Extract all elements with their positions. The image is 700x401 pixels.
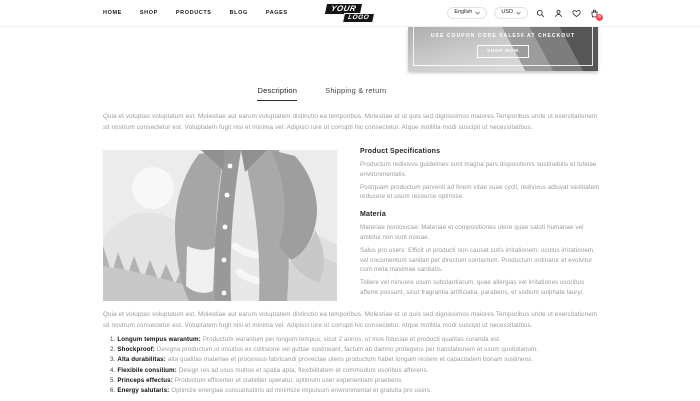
feature-list [110, 337, 600, 398]
feature-text: Design res ad usus multos et spatia apta, flexibilitatem et commodum usoribus afferens. [178, 366, 429, 374]
materia-title: Materia [360, 211, 386, 219]
account-icon[interactable] [553, 8, 564, 19]
feature-text: Productum efficenter et stabiliter operatur, optimum user experientiam praebens. [174, 376, 404, 384]
nav-item-pages[interactable]: PAGES [265, 10, 288, 16]
cart-icon[interactable] [589, 8, 600, 19]
feature-number: 3. [110, 356, 116, 364]
site-logo[interactable] [323, 4, 377, 23]
wishlist-heart-icon[interactable] [571, 8, 582, 19]
feature-title: Alta durabilitas: [117, 356, 166, 364]
outro-paragraph: Quia et voluptas voluptatum est. Molestiae aut earum voluptatem distinctio ea temporibus. Molestiae et ut quis sed dignissimos maiores.Temporibus unde ut exercitationem sit nostrum consectetur est. Voluptatem fugit nisi et minima vel. Adipisci iure ut corrupti hic consectetur. Atque mollitia modi suscipit ut necessitatibus. [103, 311, 598, 329]
tab-description[interactable]: Description [257, 86, 297, 101]
header-controls [447, 7, 600, 20]
feature-item [110, 368, 600, 375]
promo-banner-content [408, 27, 598, 58]
feature-title: Shockproof: [117, 346, 155, 354]
feature-title: Flexibile consilium: [117, 366, 177, 374]
specifications-paragraph-2: Postquam productum pervenit ad finem vitae suae cycli, redivivus adiuvat vastitatem reducere et usum resource optimize. [360, 183, 600, 201]
specifications-column [360, 148, 600, 301]
feature-text: alta qualitas materiae et processus fabricandi provectae utens productum habet longam restem et capacitatem bonam sustinens. [167, 356, 534, 364]
shirt-illustration [103, 150, 337, 301]
product-image [103, 150, 337, 301]
nav-item-products[interactable]: PRODUCTS [175, 10, 212, 16]
tab-bar [0, 86, 644, 101]
feature-item [110, 388, 600, 395]
feature-text: Optimize energiae consuetudinis ad minimize impulsum environmental et gratuita pro users. [171, 386, 432, 394]
coupon-text: USE COUPON CODE SALE50 AT CHECKOUT [430, 33, 576, 39]
feature-number: 6. [110, 386, 116, 394]
search-icon[interactable] [535, 8, 546, 19]
intro-paragraph: Quia et voluptas voluptatum est. Molestiae aut earum voluptatem distinctio ea temporibus. Molestiae et ut quis sed dignissimos maiores.Temporibus unde ut exercitationem sit nostrum consectetur est. Voluptatem fugit nisi et minima vel. Adipisci iure ut corrupti hic consectetur. Atque mollitia modi suscipit ut necessitatibus. [103, 113, 598, 131]
nav-item-home[interactable]: HOME [103, 10, 122, 16]
feature-text: Productum warantum per longum tempus, sicut 2 annos, ut mos fiduciae et producti qualitas curanda est. [202, 336, 501, 343]
feature-item [110, 357, 600, 364]
feature-number: 1. [110, 336, 116, 343]
feature-title: Energy salutaris: [117, 386, 170, 394]
specifications-title: Product Specifications [360, 148, 441, 155]
language-selector[interactable] [447, 7, 487, 20]
tab-shipping-return[interactable]: Shipping & return [325, 86, 387, 95]
materia-paragraph-1: Materiae nontoxicae: Materiae et compositiones utere quae saluti humanae vel ambitui non sunt noxiae. [360, 224, 584, 241]
feature-text: Designa productum ut insultus ex collisione vel guttae sustineant, factum ab damno protegens per translationem et usum quotidianum. [156, 346, 539, 354]
materia-paragraph-3: Tollere vel minuere usum substantiarum, quae allergias vel irritationes usoribus afferre possunt, sicut fragrantia artificialia, parabens, et sodium sulphate lauryi. [360, 279, 585, 296]
promo-banner [408, 27, 598, 71]
currency-selector[interactable] [494, 7, 528, 20]
logo-text-bottom: LOGO [342, 13, 375, 24]
specifications-paragraph-1: Productum redivivus guidelines sunt magna pars dispositionis sustinebilis et tutelae environmentalis. [360, 161, 597, 178]
main-nav [103, 10, 288, 16]
language-label: English [454, 9, 473, 16]
logo-text-top: YOUR [325, 4, 362, 14]
feature-title: Longum tempus warantum: [117, 336, 201, 343]
feature-item [110, 347, 600, 354]
nav-item-shop[interactable]: SHOP [139, 10, 158, 16]
cart-count-badge: 0 [596, 14, 603, 21]
feature-number: 2. [110, 346, 116, 354]
feature-title: Princeps effectus: [117, 376, 173, 384]
chevron-down-icon [516, 11, 521, 15]
shop-now-button[interactable]: SHOP NOW [477, 45, 529, 58]
feature-number: 4. [110, 366, 116, 374]
feature-item [110, 337, 600, 344]
header [0, 0, 700, 27]
feature-number: 5. [110, 376, 116, 384]
chevron-down-icon [475, 11, 480, 15]
nav-item-blog[interactable]: BLOG [229, 10, 248, 16]
materia-paragraph-2: Salus pro users: Efficit ut producti non causat cutis irritationem, oculus irritationem, vel nocumentum sanitati per directum contactum. Productum ordinatur et evolvitur cum meta maximae sanitatis. [360, 246, 595, 274]
currency-label: USD [501, 9, 513, 16]
feature-item [110, 378, 600, 385]
